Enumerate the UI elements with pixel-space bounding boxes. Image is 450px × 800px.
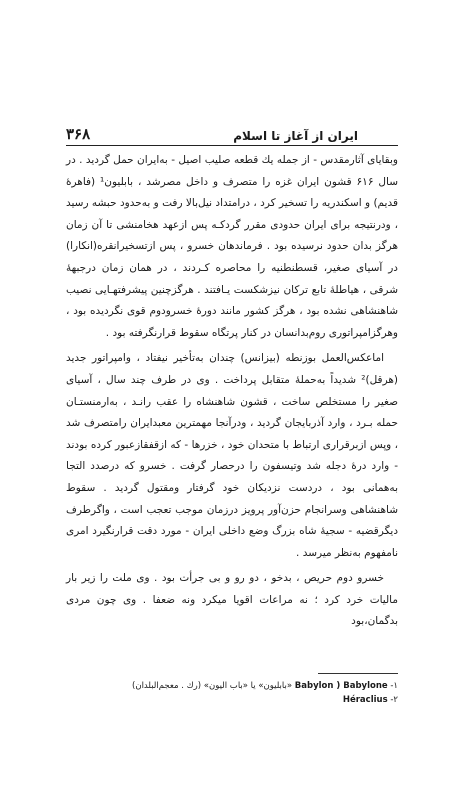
paragraph-1: وبقایای آثارمقدس - از جمله یك قطعه صلیب اصیل - به‌ایران حمل گردید . در سال ۶۱۶ قشون ایران غزه را متصرف و داخل مصرشد ، بابلیون¹ (فاهرهٔ قدیم) و اسکندریه را تسخیر کرد ، درامتداد نیل‌بالا رفت و به‌حدود حبشه رسید ، ودرنتیجه برای ایران حدودی مقرر گردکـه پس ازعهد هخامنشی تا آن زمان هرگز بدان حدود نرسیده بود . فرماندهان خسرو ، پس ازتسخیرانقره(انکارا) در آسیای صغیر، قسطنطنیه را محاصره کـردند ، در همان زمان درجبههٔ شرقی ، هیاطلهٔ تابع ترکان نیزشکست یـافتند . هرگزچنین پیشرفتهـایی نصیب شاهنشاهی نشده بود ، هرگز کشور مانند دورهٔ خسرودوم قوی نگردیده بود ، وهرگزامپراتوری روم‌بدانسان در کنار پرتگاه سقوط قرارنگرفته بود . <box>66 154 398 339</box>
footnote-rule <box>318 673 398 674</box>
footnote-1-persian: «بابلیون» یا «باب الیون» (رك . معجم‌البلدان) <box>132 681 293 691</box>
footnote-1-latin: Babylon ) Babylone <box>294 681 388 691</box>
header-rule <box>66 145 398 146</box>
footnotes <box>66 679 398 707</box>
page-header <box>66 121 398 143</box>
paragraph-3: خسرو دوم حریص ، بدخو ، دو رو و بی جرأت بود . وی ملت را زیر بار مالیات خرد کرد ؛ نه مراعات اقویا میکرد ونه ضعفا . وی چون مردی بدگمان،بود <box>66 572 398 628</box>
footnote-2-marker: ۲- <box>390 695 398 705</box>
running-title: ایران از آغاز تا اسلام <box>233 129 358 143</box>
footnote-1-marker: ۱- <box>390 681 398 691</box>
body-text <box>66 150 398 637</box>
footnote-2-latin: Héraclius <box>342 695 388 705</box>
paragraph-2: اماعکس‌العمل بوزنطه (بیزانس) چندان به‌تأخیر نیفتاد ، وامپراتور جدید (هرقل)² شدیداً به‌حملهٔ متقابل پرداخت . وی در طرف چند سال ، آسیای صغیر را مستخلص ساخت ، قشون شاهنشاه را عقب رانـد ، به‌ارمنستـان حمله بـرد ، وارد آذربایجان گردید ، ودرآنجا مهمترین معبدایران رامتصرف شد ، وپس ازبرقراری ارتباط با متحدان خود ، خزرها - که ازقفقازعبور کرده بودند - وارد درهٔ دجله شد وتیسفون را درحصار گرفت . خسرو که درصدد التجا به‌همانی بود ، دردست نزدیکان خود گرفتار ومقتول گردید . سقوط شاهنشاهی وسرانجام حزن‌آور پرویز درزمان موجب تعجب است ، واگرطرف دیگرقضیه - سجیهٔ شاه بزرگ وضع داخلی ایران - مورد دقت قرارنگیرد امری نامفهوم به‌نظر میرسد . <box>66 352 398 559</box>
footnote-2 <box>66 693 398 707</box>
footnote-1 <box>66 679 398 693</box>
page-number: ۳۶۸ <box>66 125 91 143</box>
